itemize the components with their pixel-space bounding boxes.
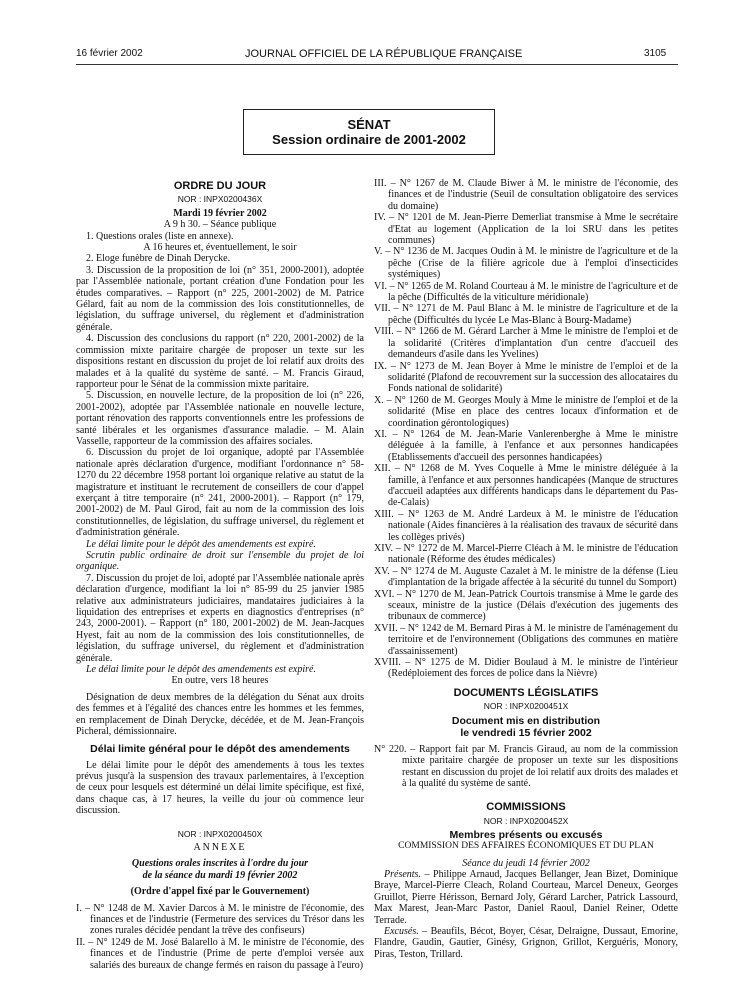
appel-heading: (Ordre d'appel fixé par le Gouvernement) <box>130 886 310 898</box>
presents-list <box>374 869 678 926</box>
question-item: XV. – N° 1274 de M. Auguste Cazalet à M. le ministre de la défense (Lieu d'implantation de la brigade affectée à la sécurité du tunnel du Somport) <box>374 565 678 589</box>
question-item: I. – N° 1248 de M. Xavier Darcos à M. le ministre de l'économie, des finances et de l'industrie (Fermeture des services du Trésor dans les zones rurales décidée pendant la trêve des confiseurs) <box>76 902 364 937</box>
agenda-note: Le délai limite pour le dépôt des amendements est expiré. <box>86 538 316 550</box>
senat-title: SÉNAT <box>347 117 391 132</box>
header-rule <box>76 64 678 65</box>
nor-code: NOR : INPX0200452X <box>483 815 569 826</box>
agenda-time: En outre, vers 18 heures <box>171 675 269 687</box>
question-item: VIII. – N° 1266 de M. Gérard Larcher à Mme le ministre de l'emploi et de la solidarité (Critères d'implantation d'un centre d'accueil des demandeurs d'asile dans les Yvelines) <box>374 326 678 361</box>
documents-heading: DOCUMENTS LÉGISLATIFS <box>453 686 599 699</box>
delai-heading: Délai limite général pour le dépôt des amendements <box>90 742 350 755</box>
journal-title: JOURNAL OFFICIEL DE LA RÉPUBLIQUE FRANÇAISE <box>245 48 523 60</box>
distribution-heading: Document mis en distribution <box>451 714 601 727</box>
question-item: III. – N° 1267 de M. Claude Biwer à M. le ministre de l'économie, des finances et de l'industrie (Seuil de consultation obligatoire des services du domaine) <box>374 178 678 212</box>
left-column <box>76 178 364 971</box>
question-item: XIV. – N° 1272 de M. Marcel-Pierre Cléach à M. le ministre de l'éducation nationale (Réforme des études médicales) <box>374 543 678 566</box>
page-number: 3105 <box>644 48 667 59</box>
annexe-subtitle: de la séance du mardi 19 février 2002 <box>142 869 298 881</box>
session-title: Session ordinaire de 2001-2002 <box>272 132 466 147</box>
agenda-item: 2. Eloge funèbre de Dinah Derycke. <box>86 253 231 265</box>
question-item: XII. – N° 1268 de M. Yves Coquelle à Mme le ministre déléguée à la famille, à l'enfance et aux personnes handicapées (Manque de structures d'accueil adaptées aux différents handicaps dans le département du Pas-de-Calais) <box>374 463 678 509</box>
presents-label: Présents. <box>384 868 421 880</box>
question-item: XVII. – N° 1242 de M. Bernard Piras à M. le ministre de l'aménagement du territoire et de l'environnement (Obligations des communes en matière d'assainissement) <box>374 622 678 657</box>
agenda-note: Scrutin public ordinaire de droit sur l'ensemble du projet de loi organique. <box>76 550 364 573</box>
nor-code: NOR : INPX0200450X <box>177 828 263 839</box>
distribution-date: le vendredi 15 février 2002 <box>460 726 592 739</box>
agenda-item: 7. Discussion du projet de loi, adopté par l'Assemblée nationale après déclaration d'urgence, modifiant la loi n° 85-99 du 25 janvier 1985 relative aux administrateurs judiciaires, mandataires judiciaires à la liquidation des entreprises et experts en diagnostics d'entreprises (n° 243, 2000-2001). – Rapport (n° 180, 2001-2002) de M. Jean-Jacques Hyest, fait au nom de la commission des lois constitutionnelles, de législation, du suffrage universel, du règlement et d'administration générale. <box>76 572 364 664</box>
seance-date: Séance du jeudi 14 février 2002 <box>462 857 590 869</box>
question-item: XIII. – N° 1263 de M. André Lardeux à M. le ministre de l'éducation nationale (Aides financières à la réalisation des travaux de sécurité dans les collèges privés) <box>374 508 678 543</box>
date-heading: Mardi 19 février 2002 <box>173 207 267 219</box>
annexe-heading: ANNEXE <box>193 841 247 853</box>
agenda-time: A 16 heures et, éventuellement, le soir <box>143 242 297 254</box>
agenda-item: 1. Questions orales (liste en annexe). <box>86 230 234 242</box>
excuses-list <box>374 926 678 960</box>
right-column <box>374 178 678 960</box>
document-entry: N° 220. – Rapport fait par M. Francis Giraud, au nom de la commission mixte paritaire chargée de proposer un texte sur les dispositions restant en discussion du projet de loi relatif aux droits des malades et à la qualité du système de santé. <box>374 743 678 789</box>
question-item: XVIII. – N° 1275 de M. Didier Boulaud à M. le ministre de l'intérieur (Redéploiement des forces de police dans la Nièvre) <box>374 657 678 680</box>
agenda-item: 6. Discussion du projet de loi organique, adopté par l'Assemblée nationale après déclaration d'urgence, modifiant l'ordonnance n° 58-1270 du 22 décembre 1958 portant loi organique relative au statut de la magistrature et instituant le recrutement de conseillers de cour d'appel exerçant à titre temporaire (n° 241, 2000-2001). – Rapport (n° 179, 2001-2002) de M. Paul Girod, fait au nom de la commission des lois constitutionnelles, de législation, du suffrage universel, du règlement et d'administration générale. <box>76 447 364 539</box>
question-item: IV. – N° 1201 de M. Jean-Pierre Demerliat transmise à Mme le secrétaire d'Etat au logement (Application de la loi SRU dans les petites communes) <box>374 212 678 247</box>
excuses-label: Excusés. <box>384 925 419 937</box>
seance-heading: A 9 h 30. – Séance publique <box>163 219 277 231</box>
senat-title-box <box>243 109 495 155</box>
nor-code: NOR : INPX0200451X <box>483 701 569 712</box>
agenda-item: 5. Discussion, en nouvelle lecture, de la proposition de loi (n° 226, 2001-2002), adoptée par l'Assemblée nationale en nouvelle lecture, portant rénovation des rapports conventionnels entre les professions de santé libérales et les organismes d'assurance maladie. – M. Alain Vasselle, rapporteur de la commission des affaires sociales. <box>76 390 364 447</box>
agenda-item: 4. Discussion des conclusions du rapport (n° 220, 2001-2002) de la commission mixte paritaire chargée de proposer un texte sur les dispositions restant en discussion du projet de loi relatif aux droits des malades et à la qualité du système de santé. – M. Francis Giraud, rapporteur pour le Sénat de la commission mixte paritaire. <box>76 333 364 390</box>
agenda-item: 3. Discussion de la proposition de loi (n° 351, 2000-2001), adoptée par l'Assemblée nationale, portant création d'une Fondation pour les études comparatives. – Rapport (n° 225, 2001-2002) de M. Patrice Gélard, fait au nom de la commission des lois constitutionnelles, de législation, du suffrage universel, du règlement et d'administration générale. <box>76 264 364 333</box>
question-item: XVI. – N° 1270 de M. Jean-Patrick Courtois transmise à Mme le garde des sceaux, ministre de la justice (Délais d'exécution des jugements des tribunaux de commerce) <box>374 588 678 623</box>
delai-text: Le délai limite pour le dépôt des amendements à tous les textes prévus jusqu'à la suspension des travaux parlementaires, à l'exception de ceux pour lesquels est déterminé un délai limite spécifique, est fixé, dans chaque cas, à 17 heures, la veille du jour où commence leur discussion. <box>76 759 364 817</box>
annexe-subtitle: Questions orales inscrites à l'ordre du jour <box>131 858 309 870</box>
question-item: IX. – N° 1273 de M. Jean Boyer à Mme le ministre de l'emploi et de la solidarité (Plafond de recouvrement sur la succession des allocataires du Fonds national de solidarité) <box>374 360 678 395</box>
question-item: VI. – N° 1265 de M. Roland Courteau à M. le ministre de l'agriculture et de la pêche (Difficultés de la viticulture méridionale) <box>374 280 678 304</box>
question-item: VII. – N° 1271 de M. Paul Blanc à M. le ministre de l'agriculture et de la pêche (Difficultés du lycée Le Mas-Blanc à Bourg-Madame) <box>374 303 678 326</box>
nor-code: NOR : INPX0200436X <box>177 194 263 205</box>
question-item: XI. – N° 1264 de M. Jean-Marie Vanlerenberghe à Mme le ministre déléguée à la famille, à l'enfance et aux personnes handicapées (Etablissements d'accueil des personnes handicapées) <box>374 428 678 463</box>
presents-names: – Philippe Arnaud, Jacques Bellanger, Jean Bizet, Dominique Braye, Marcel-Pierre Cleach, Roland Courteau, Marcel Deneux, Georges Gruillot, Pierre Hérisson, Bernard Joly, Gérard Larcher, Patrick Lassourd, Max Marest, Jean-Marc Pastor, Daniel Raoul, Daniel Reiner, Odette Terrade. <box>374 868 678 926</box>
excuses-names: – Beaufils, Bécot, Boyer, César, Delraigne, Dussaut, Emorine, Flandre, Gaudin, Gautier, Ginésy, Grignon, Grillot, Kerguéris, Monory, Piras, Teston, Trillard. <box>374 925 678 960</box>
question-item: II. – N° 1249 de M. José Balarello à M. le ministre de l'économie, des finances et de l'industrie (Prime de perte d'emploi versée aux salariés des bureaux de change fermés en raison du passage à l'euro) <box>76 936 364 971</box>
commission-name: COMMISSION DES AFFAIRES ÉCONOMIQUES ET DU PLAN <box>398 841 654 852</box>
question-item: V. – N° 1236 de M. Jacques Oudin à M. le ministre de l'agriculture et de la pêche (Crise de la filière agricole due à l'emploi d'insecticides systémiques) <box>374 246 678 281</box>
header-date: 16 février 2002 <box>76 48 143 59</box>
ordre-du-jour-title: ORDRE DU JOUR <box>173 180 267 192</box>
agenda-item: Désignation de deux membres de la délégation du Sénat aux droits des femmes et à l'égalité des chances entre les hommes et les femmes, en remplacement de Dinah Derycke, décédée, et de M. Jean-François Picheral, démissionnaire. <box>76 691 364 738</box>
question-item: X. – N° 1260 de M. Georges Mouly à Mme le ministre de l'emploi et de la solidarité (Mise en place des centres locaux d'information et de coordination gérontologiques) <box>374 394 678 429</box>
agenda-note: Le délai limite pour le dépôt des amendements est expiré. <box>86 664 316 676</box>
commissions-heading: COMMISSIONS <box>486 801 566 814</box>
membres-heading: Membres présents ou excusés <box>449 829 603 842</box>
